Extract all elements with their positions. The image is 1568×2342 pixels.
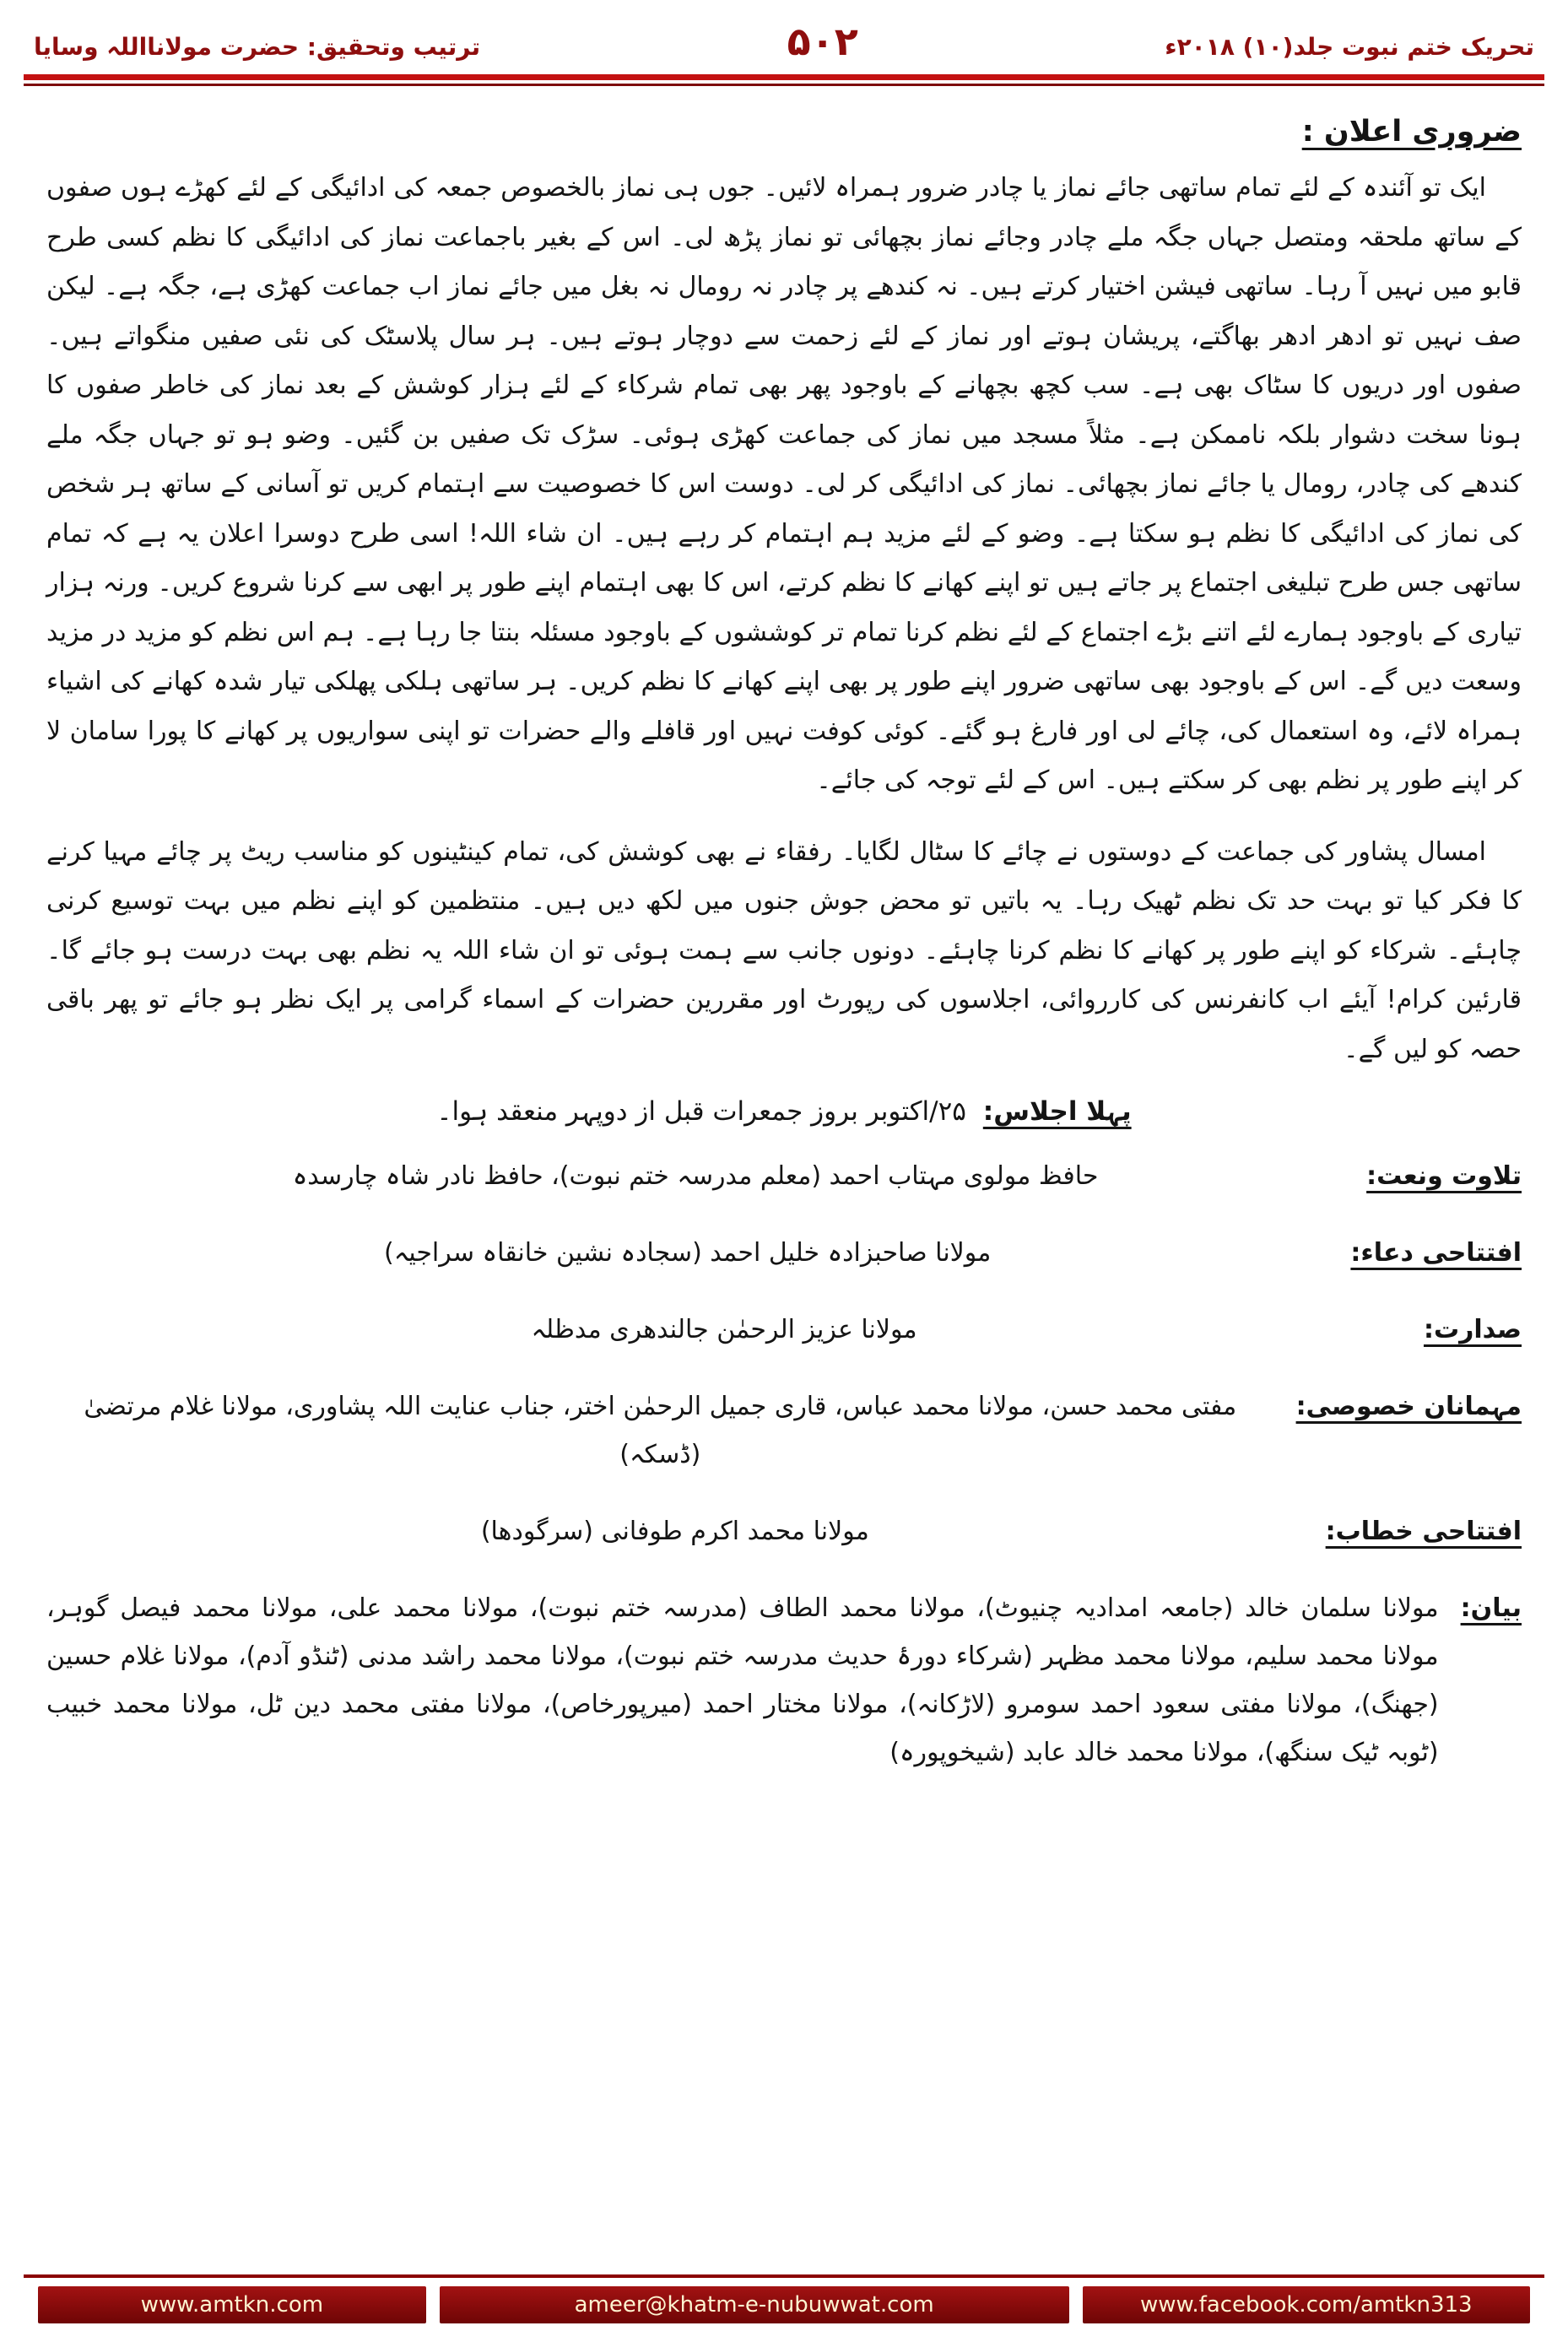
agenda-value: مولانا عزیز الرحمٰن جالندھری مدظلہ — [531, 1315, 917, 1344]
footer-facebook-bar — [1083, 2286, 1530, 2323]
agenda-label: افتتاحی دعاء: — [1350, 1238, 1522, 1268]
page-number: ۵۰۲ — [787, 19, 858, 64]
section-heading: ضروری اعلان : — [1301, 115, 1522, 149]
announcement-paragraph-2: امسال پشاور کی جماعت کے دوستوں نے چائے کا سٹال لگایا۔ رفقاء نے بھی کوشش کی، تمام کینٹینوں کو مناسب ریٹ پر چائے مہیا کرنے کا فکر کیا تو بہت حد تک نظم ٹھیک رہا۔ یہ باتیں تو محض جوش جنوں میں لکھ دیں ہیں۔ منتظمین کو اپنے نظم میں بہت توسیع کرنی چاہئے۔ شرکاء کو اپنے طور پر کھانے کا نظم کرنا چاہئے۔ دونوں جانب سے ہمت ہوئی تو ان شاء اللہ یہ نظم بھی بہت درست ہو جائے گا۔ قارئین کرام! آیئے اب کانفرنس کی کارروائی، اجلاسوں کی رپورٹ اور مقررین حضرات کے اسماء گرامی پر ایک نظر ہو جائے تو پھر باقی حصہ کو لیں گے۔ — [46, 836, 1522, 1064]
header-divider-rule — [24, 74, 1544, 86]
agenda-label: صدارت: — [1423, 1315, 1522, 1344]
page-body — [0, 86, 1568, 1777]
agenda-value: مولانا صاحبزادہ خلیل احمد (سجادہ نشین خانقاہ سراجیہ) — [384, 1238, 992, 1268]
agenda-value: حافظ مولوی مہتاب احمد (معلم مدرسہ ختم نبوت)، حافظ نادر شاہ چارسدہ — [292, 1161, 1099, 1191]
agenda-row-bayan — [46, 1584, 1522, 1777]
header-editor-credit: ترتیب وتحقیق: حضرت مولانااللہ وسایا — [34, 33, 481, 61]
announcement-paragraph-1: ایک تو آئندہ کے لئے تمام ساتھی جائے نماز یا چادر ضرور ہمراہ لائیں۔ جوں ہی نماز بالخصوص جمعہ کی ادائیگی کے لئے کھڑے ہوں صفوں کے ساتھ ملحقہ ومتصل جہاں جگہ ملے چادر وجائے نماز بچھائی تو نماز پڑھ لی۔ اس کے بغیر باجماعت نماز کی ادائیگی کا نظم کسی طرح قابو میں نہیں آ رہا۔ ساتھی فیشن اختیار کرتے ہیں۔ نہ کندھے پر چادر نہ رومال نہ بغل میں جائے نماز اب جماعت کھڑی ہے، جگہ ہے۔ لیکن صف نہیں تو ادھر ادھر بھاگتے، پریشان ہوتے اور نماز کے لئے زحمت سے دوچار ہوتے ہیں۔ ہر سال پلاسٹک کی نئی صفیں منگواتے ہیں۔ صفوں اور دریوں کا سٹاک بھی ہے۔ سب کچھ بچھانے کے باوجود پھر بھی تمام شرکاء کے لئے ہزار کوشش کے بعد نماز کی خاطر صفوں کا ہونا سخت دشوار بلکہ ناممکن ہے۔ مثلاً مسجد میں نماز کی جماعت کھڑی ہوئی۔ سڑک تک صفیں بن گئیں۔ وضو ہو تو جہاں جگہ ملے کندھے کی چادر، رومال یا جائے نماز بچھائی۔ نماز کی ادائیگی کر لی۔ دوست اس کا خصوصیت سے اہتمام کریں تو آسانی کے ساتھ ہر شخص کی نماز کی ادائیگی کا نظم ہو سکتا ہے۔ وضو کے لئے مزید ہم اہتمام کر رہے ہیں۔ ان شاء اللہ! اسی طرح دوسرا اعلان یہ ہے کہ تمام ساتھی جس طرح تبلیغی اجتماع پر جاتے ہیں تو اپنے کھانے کا نظم کرتے، اس کا بھی اہتمام اپنے طور پر ابھی سے کرنا شروع کریں۔ ورنہ ہزار تیاری کے باوجود ہمارے لئے اتنے بڑے اجتماع کے لئے نظم کرنا تمام تر کوششوں کے باوجود مسئلہ بنتا جا رہا ہے۔ ہم اس نظم کو مزید در مزید وسعت دیں گے۔ اس کے باوجود بھی ساتھی ضرور اپنے طور پر بھی اپنے کھانے کا نظم کریں۔ ہر ساتھی ہلکی پھلکی تیار شدہ کھانے کی اشیاء ہمراہ لائے، وہ استعمال کی، چائے لی اور فارغ ہو گئے۔ کوئی کوفت نہیں اور قافلے والے حضرات تو اپنی سواریوں پر کھانے کا پورا سامان لا کر اپنے طور پر نظم بھی کر سکتے ہیں۔ اس کے لئے توجہ کی جائے۔ — [46, 173, 1522, 795]
agenda-list — [46, 1152, 1522, 1777]
page-footer — [0, 2274, 1568, 2323]
footer-email-bar — [440, 2286, 1069, 2323]
agenda-row-sadarat — [46, 1306, 1522, 1354]
footer-website-bar — [38, 2286, 426, 2323]
agenda-label: افتتاحی خطاب: — [1325, 1517, 1522, 1546]
footer-divider-rule — [24, 2274, 1544, 2278]
agenda-label: تلاوت ونعت: — [1366, 1161, 1522, 1191]
agenda-label: مہمانان خصوصی: — [1295, 1392, 1522, 1421]
header-book-title: تحریک ختم نبوت جلد(۱۰) ۲۰۱۸ء — [1165, 33, 1534, 61]
session-line — [46, 1096, 1522, 1127]
agenda-value: مفتی محمد حسن، مولانا محمد عباس، قاری جمیل الرحمٰن اختر، جناب عنایت اللہ پشاوری، مولانا غلام مرتضیٰ (ڈسکہ) — [84, 1392, 1237, 1469]
footer-website-url: www.amtkn.com — [140, 2292, 324, 2318]
page-header — [0, 0, 1568, 71]
agenda-row-iftitahi-dua — [46, 1229, 1522, 1277]
agenda-value: مولانا محمد اکرم طوفانی (سرگودھا) — [480, 1517, 869, 1546]
session-detail: ۲۵/اکتوبر بروز جمعرات قبل از دوپہر منعقد ہوا۔ — [436, 1096, 966, 1127]
agenda-row-tilawat — [46, 1152, 1522, 1200]
agenda-label: بیان: — [1460, 1593, 1522, 1623]
footer-email-address: ameer@khatm-e-nubuwwat.com — [574, 2292, 934, 2318]
session-label: پہلا اجلاس: — [982, 1096, 1132, 1127]
agenda-value: مولانا سلمان خالد (جامعہ امدادیہ چنیوٹ)، مولانا محمد الطاف (مدرسہ ختم نبوت)، مولانا محمد علی، مولانا محمد فیصل گوہر، مولانا محمد سلیم، مولانا محمد مظہر (شرکاء دورۂ حدیث مدرسہ ختم نبوت)، مولانا محمد راشد مدنی (ٹنڈو آدم)، مولانا غلام حسین (جھنگ)، مولانا مفتی سعود احمد سومرو (لاڑکانہ)، مولانا مختار احمد (میرپورخاص)، مولانا مفتی محمد دین ٹل، مولانا محمد خبیب (ٹوبہ ٹیک سنگھ)، مولانا محمد خالد عابد (شیخوپورہ) — [46, 1593, 1439, 1767]
agenda-row-iftitahi-khitab — [46, 1507, 1522, 1555]
agenda-row-mehmanan — [46, 1382, 1522, 1479]
footer-bars — [38, 2286, 1530, 2323]
footer-facebook-url: www.facebook.com/amtkn313 — [1140, 2292, 1473, 2318]
